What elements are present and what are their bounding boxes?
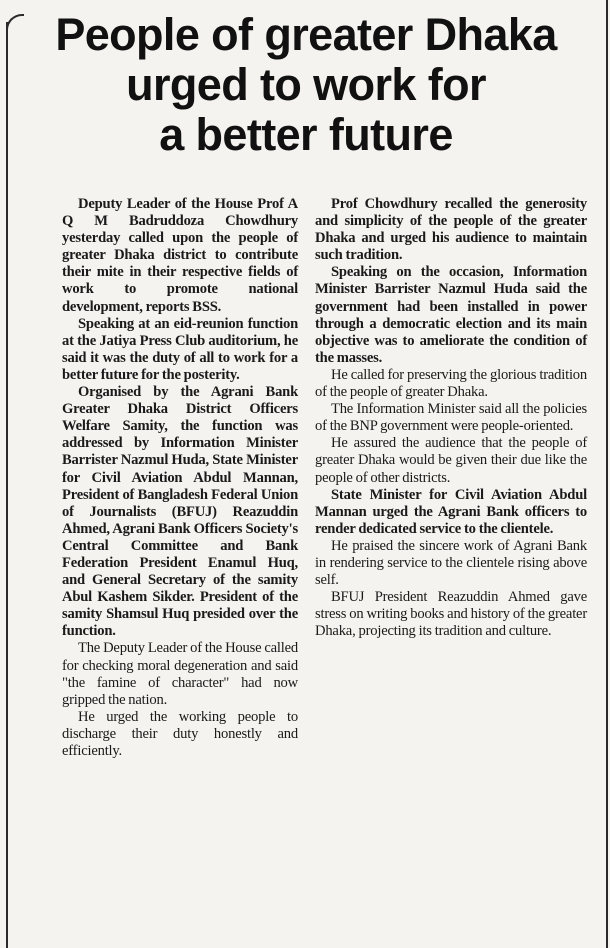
paragraph: BFUJ President Reazuddin Ahmed gave stress on writing books and history of the greater Dhaka, projecting its tradition and culture. [315, 589, 587, 640]
paragraph: The Deputy Leader of the House called for checking moral degeneration and said "the famine of character" had now gripped the nation. [62, 640, 298, 708]
paragraph: State Minister for Civil Aviation Abdul Mannan urged the Agrani Bank officers to render dedicated service to the clientele. [315, 486, 587, 537]
paragraph: He praised the sincere work of Agrani Bank in rendering service to the clientele rising above self. [315, 537, 587, 589]
headline-line-2: urged to work for [126, 59, 486, 110]
column-rule-left [6, 22, 8, 948]
paragraph: He called for preserving the glorious tradition of the people of greater Dhaka. [315, 366, 587, 401]
article-column-right [315, 196, 587, 946]
paragraph: Organised by the Agrani Bank Greater Dhaka District Officers Welfare Samity, the function was addressed by Information Minister Barrister Nazmul Huda, State Minister for Civil Aviation Abdul Mannan, President of Bangladesh Federal Union of Journalists (BFUJ) Reazuddin Ahmed, Agrani Bank Officers Society's Central Committee and Bank Federation President Enamul Huq, and General Secretary of the samity Abul Kashem Sikder. President of the samity Shamsul Huq presided over the function. [62, 384, 298, 640]
paragraph: He assured the audience that the people of greater Dhaka would be given their due like the people of other districts. [315, 435, 587, 486]
article-column-left [62, 196, 298, 946]
paragraph: Speaking at an eid-reunion function at the Jatiya Press Club auditorium, he said it was the duty of all to work for a better future for the posterity. [62, 315, 298, 383]
column-rule-right [606, 0, 608, 948]
paragraph: He urged the working people to discharge their duty honestly and efficiently. [62, 708, 298, 759]
headline-line-3: a better future [159, 109, 453, 160]
paragraph-lead: Deputy Leader of the House Prof A Q M Badruddoza Chowdhury yesterday called upon the people of greater Dhaka district to contribute their mite in their respective fields of work to promote national development, reports BSS. [62, 196, 298, 315]
paragraph: Prof Chowdhury recalled the generosity and simplicity of the people of the greater Dhaka and urged his audience to maintain such tradition. [315, 196, 587, 264]
headline [14, 10, 598, 160]
paragraph: Speaking on the occasion, Information Minister Barrister Nazmul Huda said the government had been installed in power through a democratic election and its main objective was to ameliorate the condition of the masses. [315, 264, 587, 366]
headline-line-1: People of greater Dhaka [55, 9, 557, 60]
paragraph: The Information Minister said all the policies of the BNP government were people-oriented. [315, 401, 587, 435]
